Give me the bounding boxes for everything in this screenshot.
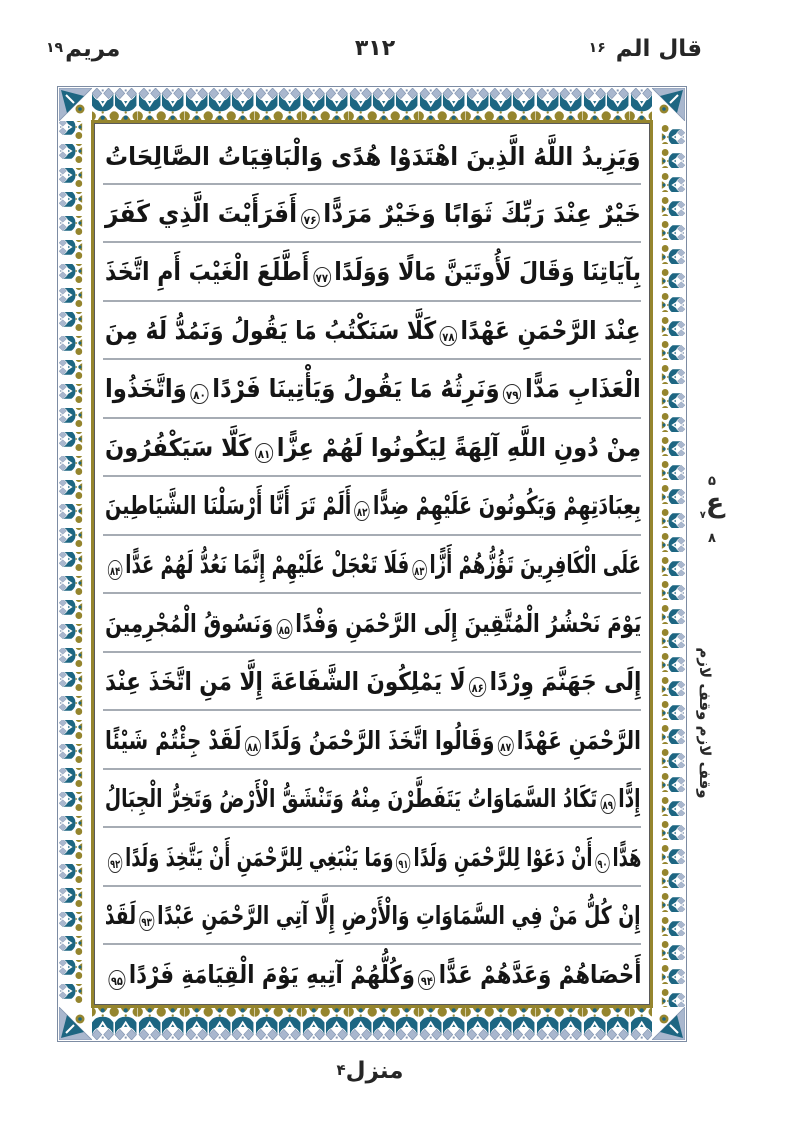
border-motif bbox=[536, 88, 559, 121]
border-motif bbox=[59, 336, 92, 360]
ayah-number-marker: ۹۱ bbox=[396, 853, 410, 873]
verse-text: خَيْرٌ عِنْدَ رَبِّكَ ثَوَابًا وَخَيْرٌ مَرَدًّا bbox=[323, 198, 641, 228]
border-motif bbox=[59, 312, 92, 336]
quran-line bbox=[103, 477, 641, 536]
quran-line bbox=[103, 185, 641, 244]
quran-line-text bbox=[105, 841, 641, 873]
border-motif bbox=[489, 88, 512, 121]
quran-line-text bbox=[105, 255, 641, 287]
quran-line bbox=[103, 653, 641, 712]
border-motif bbox=[185, 88, 208, 121]
border-motif bbox=[652, 504, 685, 528]
border-strip-bottom bbox=[91, 1007, 653, 1040]
border-motif bbox=[59, 216, 92, 240]
verse-text: بِآيَاتِنَا وَقَالَ لَأُوتَيَنَّ مَالًا وَوَلَدًا bbox=[334, 257, 641, 287]
verse-text: وَقَالُوا اتَّخَذَ الرَّحْمَنُ وَلَدًا bbox=[263, 725, 495, 755]
quran-lines bbox=[95, 124, 649, 1004]
verse-text: وَاتَّخَذُوا bbox=[105, 374, 188, 404]
border-motif bbox=[419, 88, 442, 121]
border-motif bbox=[466, 88, 489, 121]
border-motif bbox=[59, 552, 92, 576]
verse-text: عَلَى الْكَافِرِينَ تَؤُزُّهُمْ أَزًّا bbox=[429, 549, 641, 579]
border-motif bbox=[325, 88, 348, 121]
border-motif bbox=[652, 240, 685, 264]
verse-text: وَنَسُوقُ الْمُجْرِمِينَ bbox=[104, 608, 273, 638]
border-motif bbox=[652, 432, 685, 456]
quran-line bbox=[103, 536, 641, 595]
border-motif bbox=[59, 432, 92, 456]
border-motif bbox=[466, 1007, 489, 1040]
border-motif bbox=[652, 312, 685, 336]
border-motif bbox=[59, 672, 92, 696]
quran-line bbox=[103, 828, 641, 887]
verse-text: أَفَرَأَيْتَ الَّذِي كَفَرَ bbox=[105, 198, 298, 228]
border-motif bbox=[652, 744, 685, 768]
border-motif bbox=[91, 1007, 114, 1040]
quran-line bbox=[103, 302, 641, 361]
border-motif bbox=[185, 1007, 208, 1040]
manzil-footer bbox=[285, 1058, 455, 1084]
border-motif bbox=[442, 1007, 465, 1040]
ayah-number-marker: ۸۵ bbox=[276, 619, 292, 639]
quran-line-text bbox=[105, 958, 641, 990]
border-motif bbox=[59, 120, 92, 144]
ruku-marker bbox=[697, 474, 727, 546]
border-motif bbox=[138, 88, 161, 121]
border-strip-left bbox=[59, 120, 92, 1008]
border-motif bbox=[652, 792, 685, 816]
quran-line-text bbox=[105, 372, 641, 404]
border-motif bbox=[208, 1007, 231, 1040]
border-motif bbox=[652, 672, 685, 696]
border-motif bbox=[652, 384, 685, 408]
surah-name-label: مريم bbox=[65, 36, 121, 62]
ayah-number-marker: ۹۴ bbox=[418, 970, 435, 990]
waqf-note-text: وقف لازم وقف لازم bbox=[696, 646, 714, 799]
verse-text: لَقَدْ bbox=[105, 901, 137, 931]
quran-line-text bbox=[105, 197, 641, 229]
border-corner-ornament bbox=[59, 88, 92, 121]
verse-text: وَكُلُّهُمْ آتِيهِ يَوْمَ الْقِيَامَةِ فَرْدًا bbox=[128, 959, 415, 989]
border-motif bbox=[652, 408, 685, 432]
border-motif bbox=[652, 120, 685, 144]
border-motif bbox=[652, 552, 685, 576]
verse-text: لَقَدْ جِئْتُمْ شَيْئًا bbox=[105, 725, 242, 755]
border-motif bbox=[161, 1007, 184, 1040]
ayah-number-marker: ۷۶ bbox=[301, 209, 320, 229]
border-motif bbox=[395, 1007, 418, 1040]
verse-text: لَا يَمْلِكُونَ الشَّفَاعَةَ إِلَّا مَنِ اتَّخَذَ عِنْدَ bbox=[104, 667, 466, 697]
verse-text: إِنْ كُلُّ مَنْ فِي السَّمَاوَاتِ وَالْأَرْضِ إِلَّا آتِي الرَّحْمَنِ عَبْدًا bbox=[157, 901, 641, 931]
border-motif bbox=[489, 1007, 512, 1040]
quran-line bbox=[103, 419, 641, 478]
border-motif bbox=[652, 264, 685, 288]
juz-name-label: قال الم bbox=[615, 36, 702, 62]
ayah-number-marker: ۸۴ bbox=[108, 560, 122, 580]
verse-text: الرَّحْمَنِ عَهْدًا bbox=[516, 725, 641, 755]
verse-text: أَحْصَاهُمْ وَعَدَّهُمْ عَدًّا bbox=[438, 959, 641, 989]
border-motif bbox=[59, 168, 92, 192]
border-motif bbox=[652, 144, 685, 168]
border-motif bbox=[652, 624, 685, 648]
quran-line-text bbox=[105, 489, 641, 521]
juz-number: ۱۶ bbox=[588, 40, 606, 56]
ayah-number-marker: ۸۳ bbox=[412, 560, 426, 580]
border-motif bbox=[652, 936, 685, 960]
border-strip-right bbox=[652, 120, 685, 1008]
border-motif bbox=[372, 88, 395, 121]
border-motif bbox=[59, 624, 92, 648]
ayah-number-marker: ۷۹ bbox=[503, 384, 521, 404]
border-motif bbox=[59, 864, 92, 888]
border-motif bbox=[652, 168, 685, 192]
border-motif bbox=[59, 192, 92, 216]
border-motif bbox=[59, 816, 92, 840]
ayah-number-marker: ۸۶ bbox=[469, 677, 486, 697]
border-motif bbox=[606, 88, 629, 121]
surah-number: ۱۹ bbox=[46, 40, 64, 56]
border-motif bbox=[652, 888, 685, 912]
border-motif bbox=[114, 1007, 137, 1040]
border-motif bbox=[652, 720, 685, 744]
border-motif bbox=[114, 88, 137, 121]
quran-line bbox=[103, 887, 641, 946]
border-motif bbox=[59, 600, 92, 624]
ayah-number-marker: ۸۹ bbox=[601, 794, 616, 814]
verse-text: تَكَادُ السَّمَاوَاتُ يَتَفَطَّرْنَ مِنْهُ وَتَنْشَقُّ الْأَرْضُ وَتَخِرُّ الْجِبَالُ bbox=[105, 784, 598, 814]
border-motif bbox=[606, 1007, 629, 1040]
border-motif bbox=[59, 504, 92, 528]
border-motif bbox=[652, 864, 685, 888]
quran-line-text bbox=[105, 782, 641, 814]
border-motif bbox=[59, 696, 92, 720]
border-motif bbox=[652, 840, 685, 864]
border-motif bbox=[59, 912, 92, 936]
verse-text: كَلَّا سَنَكْتُبُ مَا يَقُولُ وَنَمُدُّ لَهُ مِنَ bbox=[105, 315, 437, 345]
border-motif bbox=[278, 88, 301, 121]
border-motif bbox=[652, 984, 685, 1008]
border-motif bbox=[59, 840, 92, 864]
ayah-number-marker: ۹۵ bbox=[108, 970, 125, 990]
border-motif bbox=[419, 1007, 442, 1040]
border-motif bbox=[652, 648, 685, 672]
border-motif bbox=[652, 528, 685, 552]
border-motif bbox=[59, 360, 92, 384]
verse-text: فَلَا تَعْجَلْ عَلَيْهِمْ إِنَّمَا نَعُدُّ لَهُمْ عَدًّا bbox=[125, 549, 410, 579]
ayah-number-marker: ۷۷ bbox=[313, 267, 331, 287]
border-motif bbox=[652, 816, 685, 840]
manzil-label: منزل bbox=[345, 1058, 404, 1084]
border-motif bbox=[138, 1007, 161, 1040]
border-corner-ornament bbox=[652, 88, 685, 121]
border-motif bbox=[325, 1007, 348, 1040]
header-juz-name bbox=[589, 36, 702, 76]
border-motif bbox=[59, 792, 92, 816]
verse-text: يَوْمَ نَحْشُرُ الْمُتَّقِينَ إِلَى الرَّحْمَنِ وَفْدًا bbox=[294, 608, 641, 638]
border-motif bbox=[652, 216, 685, 240]
border-motif bbox=[583, 88, 606, 121]
border-motif bbox=[395, 88, 418, 121]
border-motif bbox=[255, 1007, 278, 1040]
quran-line bbox=[103, 770, 641, 829]
border-motif bbox=[59, 408, 92, 432]
border-motif bbox=[536, 1007, 559, 1040]
quran-line bbox=[103, 360, 641, 419]
quran-line bbox=[103, 126, 641, 185]
border-motif bbox=[630, 1007, 653, 1040]
ayah-number-marker: ۸۱ bbox=[255, 443, 273, 463]
manzil-number: ۴ bbox=[336, 1061, 346, 1079]
border-motif bbox=[652, 600, 685, 624]
quran-line-text bbox=[105, 607, 641, 639]
border-motif bbox=[652, 192, 685, 216]
verse-text: إِدًّا bbox=[618, 784, 641, 814]
border-motif bbox=[91, 88, 114, 121]
border-motif bbox=[59, 744, 92, 768]
ayah-number-marker: ۹۲ bbox=[108, 853, 122, 873]
quran-line-text bbox=[105, 431, 641, 463]
border-corner-ornament bbox=[59, 1007, 92, 1040]
border-motif bbox=[652, 456, 685, 480]
quran-line bbox=[103, 945, 641, 1002]
border-motif bbox=[161, 88, 184, 121]
ruku-upper-number: ۵ bbox=[708, 474, 716, 489]
verse-text: بِعِبَادَتِهِمْ وَيَكُونُونَ عَلَيْهِمْ ضِدًّا bbox=[372, 491, 641, 521]
verse-text: أَلَمْ تَرَ أَنَّا أَرْسَلْنَا الشَّيَاطِينَ bbox=[104, 491, 352, 521]
verse-text: وَنَرِثُهُ مَا يَقُولُ وَيَأْتِينَا فَرْدًا bbox=[212, 374, 500, 404]
verse-text: وَيَزِيدُ اللَّهُ الَّذِينَ اهْتَدَوْا هُدًى وَالْبَاقِيَاتُ الصَّالِحَاتُ bbox=[105, 141, 641, 171]
border-motif bbox=[59, 480, 92, 504]
border-motif bbox=[652, 336, 685, 360]
ruku-ain-symbol: ع$_۷$ bbox=[699, 488, 725, 521]
border-motif bbox=[59, 240, 92, 264]
verse-text: الْعَذَابِ مَدًّا bbox=[525, 374, 641, 404]
quran-line bbox=[103, 711, 641, 770]
verse-text: مِنْ دُونِ اللَّهِ آلِهَةً لِيَكُونُوا لَهُمْ عِزًّا bbox=[276, 432, 641, 462]
verse-text: هَدًّا bbox=[612, 842, 641, 872]
border-motif bbox=[59, 288, 92, 312]
border-motif bbox=[372, 1007, 395, 1040]
waqf-margin-note bbox=[692, 640, 718, 805]
border-motif bbox=[583, 1007, 606, 1040]
border-motif bbox=[349, 88, 372, 121]
text-panel bbox=[94, 123, 650, 1005]
quran-line-text bbox=[105, 314, 641, 346]
ayah-number-marker: ۸۸ bbox=[245, 736, 261, 756]
quran-line-text bbox=[105, 899, 641, 931]
border-motif bbox=[208, 88, 231, 121]
ayah-number-marker: ۸۷ bbox=[498, 736, 514, 756]
verse-text: كَلَّا سَيَكْفُرُونَ bbox=[105, 432, 252, 462]
border-motif bbox=[302, 88, 325, 121]
quran-line bbox=[103, 594, 641, 653]
border-motif bbox=[59, 720, 92, 744]
border-motif bbox=[652, 288, 685, 312]
quran-line-text bbox=[105, 665, 641, 697]
border-motif bbox=[59, 456, 92, 480]
border-motif bbox=[652, 360, 685, 384]
verse-text: أَطَّلَعَ الْغَيْبَ أَمِ اتَّخَذَ bbox=[104, 257, 310, 287]
border-motif bbox=[255, 88, 278, 121]
border-motif bbox=[512, 1007, 535, 1040]
header-surah-name bbox=[46, 36, 120, 76]
border-motif bbox=[59, 264, 92, 288]
ayah-number-marker: ۷۸ bbox=[440, 326, 457, 346]
border-motif bbox=[630, 88, 653, 121]
border-motif bbox=[59, 888, 92, 912]
verse-text: وَمَا يَنْبَغِي لِلرَّحْمَنِ أَنْ يَتَّخِذَ وَلَدًا bbox=[124, 842, 394, 872]
verse-text: إِلَى جَهَنَّمَ وِرْدًا bbox=[489, 667, 641, 697]
quran-line-text bbox=[105, 140, 641, 169]
border-motif bbox=[652, 960, 685, 984]
border-motif bbox=[231, 1007, 254, 1040]
border-motif bbox=[59, 936, 92, 960]
border-motif bbox=[652, 912, 685, 936]
border-motif bbox=[231, 88, 254, 121]
border-motif bbox=[59, 576, 92, 600]
border-motif bbox=[559, 1007, 582, 1040]
border-corner-ornament bbox=[652, 1007, 685, 1040]
ayah-number-marker: ۹۰ bbox=[595, 853, 609, 873]
border-motif bbox=[59, 960, 92, 984]
ruku-side-number: ۷ bbox=[699, 510, 706, 521]
border-motif bbox=[559, 88, 582, 121]
border-motif bbox=[652, 768, 685, 792]
border-motif bbox=[59, 528, 92, 552]
verse-text: عِنْدَ الرَّحْمَنِ عَهْدًا bbox=[461, 315, 641, 345]
border-motif bbox=[59, 144, 92, 168]
border-motif bbox=[59, 648, 92, 672]
quran-line-text bbox=[105, 548, 641, 580]
border-motif bbox=[349, 1007, 372, 1040]
border-motif bbox=[442, 88, 465, 121]
ayah-number-marker: ۸۲ bbox=[354, 501, 369, 521]
quran-line-text bbox=[105, 724, 641, 756]
border-motif bbox=[59, 768, 92, 792]
ruku-lower-number: ۸ bbox=[708, 531, 716, 546]
border-strip-top bbox=[91, 88, 653, 121]
verse-text: أَنْ دَعَوْا لِلرَّحْمَنِ وَلَدًا bbox=[413, 842, 593, 872]
border-motif bbox=[652, 696, 685, 720]
ornamental-frame bbox=[57, 86, 687, 1042]
border-motif bbox=[302, 1007, 325, 1040]
quran-line bbox=[103, 243, 641, 302]
border-motif bbox=[512, 88, 535, 121]
border-motif bbox=[278, 1007, 301, 1040]
border-motif bbox=[652, 576, 685, 600]
ayah-number-marker: ۹۳ bbox=[140, 911, 155, 931]
border-motif bbox=[652, 480, 685, 504]
header-page-number: ۳۱۲ bbox=[354, 36, 396, 61]
border-motif bbox=[59, 384, 92, 408]
ayah-number-marker: ۸۰ bbox=[191, 384, 209, 404]
border-motif bbox=[59, 984, 92, 1008]
